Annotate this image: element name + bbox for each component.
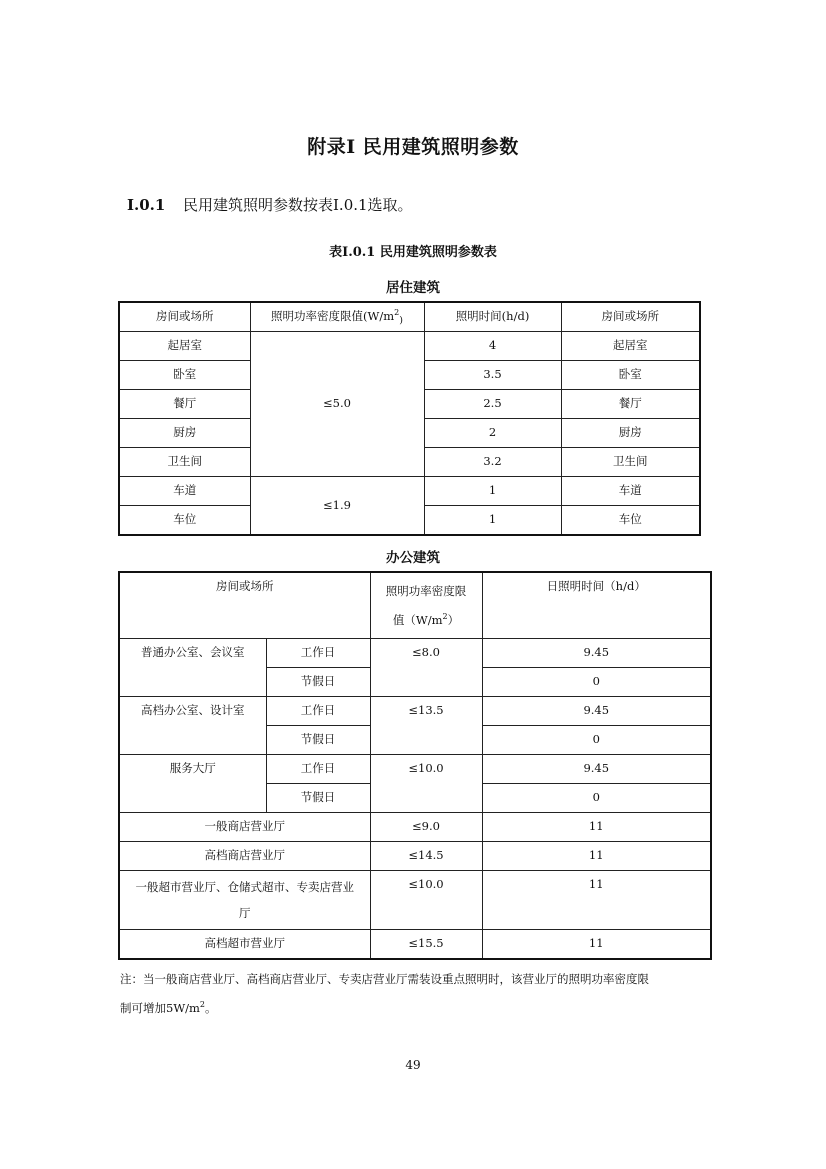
table-row <box>119 639 711 668</box>
page-number: 49 <box>405 1058 421 1072</box>
hours-cell: 9.45 <box>482 639 711 668</box>
hours-cell: 9.45 <box>482 697 711 726</box>
room-cell: 高档超市营业厅 <box>119 930 370 960</box>
lpd-cell: ≤1.9 <box>250 477 424 536</box>
page-title: 附录I 民用建筑照明参数 <box>307 136 519 158</box>
hours-cell: 1 <box>424 506 561 536</box>
lpd-cell: ≤10.0 <box>370 755 482 813</box>
clause-number: I.0.1 <box>127 196 166 214</box>
room-cell: 一般商店营业厅 <box>119 813 370 842</box>
table-row <box>119 332 700 361</box>
room-cell: 厨房 <box>119 419 250 448</box>
daytype-cell: 工作日 <box>266 697 370 726</box>
lpd-cell: ≤10.0 <box>370 871 482 930</box>
header-hours: 照明时间(h/d) <box>424 302 561 332</box>
daytype-cell: 节假日 <box>266 726 370 755</box>
table-row <box>119 930 711 960</box>
room-cell-2: 餐厅 <box>561 390 700 419</box>
clause-text: 民用建筑照明参数按表I.0.1选取。 <box>183 196 413 214</box>
lpd-cell: ≤14.5 <box>370 842 482 871</box>
room-cell-2: 起居室 <box>561 332 700 361</box>
table-row <box>119 477 700 506</box>
table-row <box>119 871 711 930</box>
hours-cell: 11 <box>482 871 711 930</box>
header-room-2: 房间或场所 <box>561 302 700 332</box>
hours-cell: 11 <box>482 930 711 960</box>
header-hours: 日照明时间（h/d） <box>482 572 711 639</box>
daytype-cell: 节假日 <box>266 784 370 813</box>
lpd-cell: ≤9.0 <box>370 813 482 842</box>
office-table <box>118 571 712 960</box>
room-cell-2: 车道 <box>561 477 700 506</box>
room-cell-2: 厨房 <box>561 419 700 448</box>
table-caption: 表I.0.1 民用建筑照明参数表 <box>329 245 497 260</box>
clause-paragraph <box>127 194 413 215</box>
hours-cell: 2 <box>424 419 561 448</box>
header-lpd: 照明功率密度限值($W/m^2_)$ <box>250 302 424 332</box>
header-room: 房间或场所 <box>119 302 250 332</box>
hours-cell: 2.5 <box>424 390 561 419</box>
header-room: 房间或场所 <box>119 572 370 639</box>
group-name-cell: 服务大厅 <box>119 755 266 813</box>
hours-cell: 0 <box>482 784 711 813</box>
lpd-cell: ≤8.0 <box>370 639 482 697</box>
table-row <box>119 755 711 784</box>
room-cell: 车道 <box>119 477 250 506</box>
hours-cell: 1 <box>424 477 561 506</box>
room-cell-2: 卧室 <box>561 361 700 390</box>
room-cell: 起居室 <box>119 332 250 361</box>
daytype-cell: 节假日 <box>266 668 370 697</box>
note-line-1: 注：当一般商店营业厅、高档商店营业厅、专卖店营业厅需装设重点照明时，该营业厅的照明功率密度限 <box>120 972 649 986</box>
header-lpd: 照明功率密度限 值$(W/m^2)$ <box>370 572 482 639</box>
table-row <box>119 842 711 871</box>
room-cell-2: 卫生间 <box>561 448 700 477</box>
hours-cell: 3.5 <box>424 361 561 390</box>
group-name-cell: 高档办公室、设计室 <box>119 697 266 755</box>
residential-heading: 居住建筑 <box>386 280 440 296</box>
table-row <box>119 697 711 726</box>
lpd-cell: ≤13.5 <box>370 697 482 755</box>
residential-table <box>118 301 701 536</box>
hours-cell: 0 <box>482 668 711 697</box>
hours-cell: 3.2 <box>424 448 561 477</box>
daytype-cell: 工作日 <box>266 755 370 784</box>
table-header-row <box>119 572 711 639</box>
room-cell: 卫生间 <box>119 448 250 477</box>
room-cell: 一般超市营业厅、仓储式超市、专卖店营业 厅 <box>119 871 370 930</box>
room-cell: 高档商店营业厅 <box>119 842 370 871</box>
hours-cell: 9.45 <box>482 755 711 784</box>
room-cell: 餐厅 <box>119 390 250 419</box>
hours-cell: 0 <box>482 726 711 755</box>
room-cell: 车位 <box>119 506 250 536</box>
lpd-cell: ≤5.0 <box>250 332 424 477</box>
room-cell-2: 车位 <box>561 506 700 536</box>
hours-cell: 11 <box>482 813 711 842</box>
hours-cell: 4 <box>424 332 561 361</box>
table-header-row <box>119 302 700 332</box>
office-heading: 办公建筑 <box>386 550 440 566</box>
table-row <box>119 813 711 842</box>
table-note <box>120 966 710 1021</box>
hours-cell: 11 <box>482 842 711 871</box>
note-line-2: 制可增加$5W/m^2$。 <box>120 1000 217 1015</box>
group-name-cell: 普通办公室、会议室 <box>119 639 266 697</box>
daytype-cell: 工作日 <box>266 639 370 668</box>
lpd-cell: ≤15.5 <box>370 930 482 960</box>
room-cell: 卧室 <box>119 361 250 390</box>
